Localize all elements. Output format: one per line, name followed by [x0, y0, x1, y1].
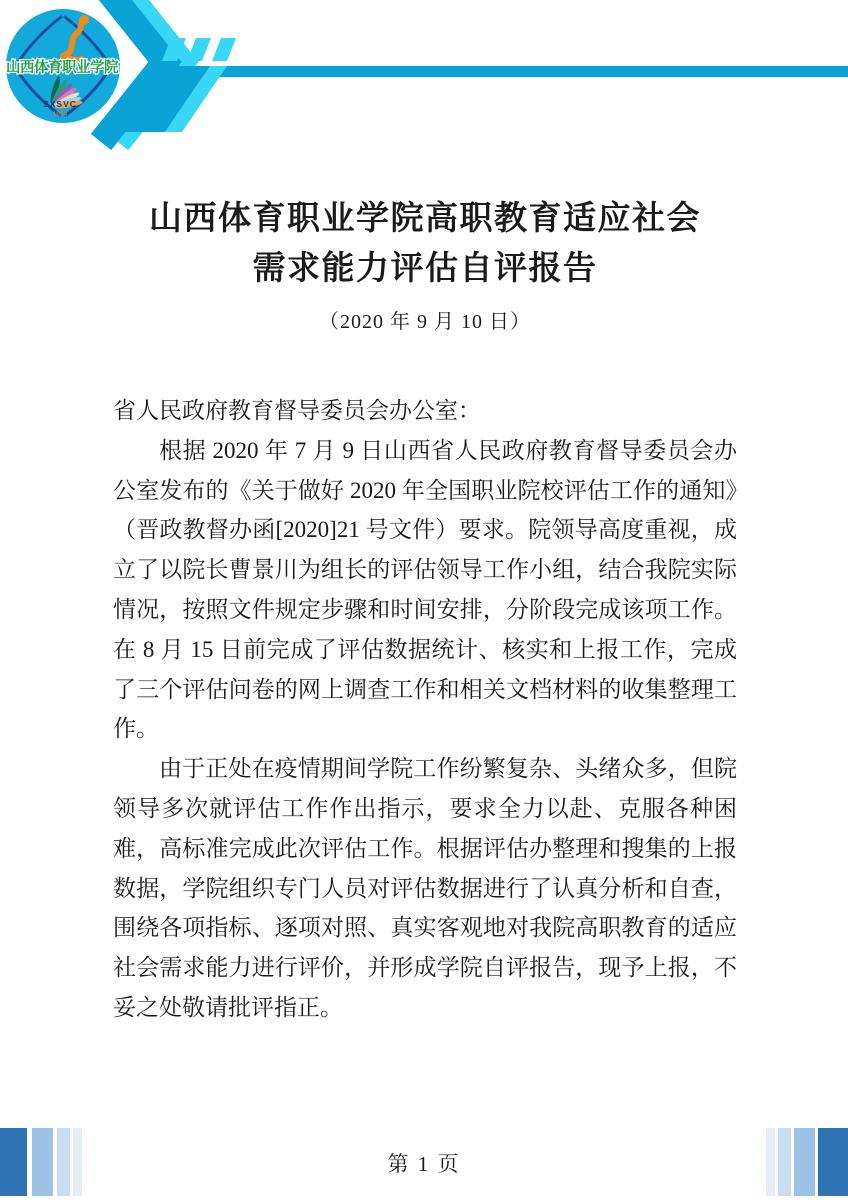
page-title-line-1: 山西体育职业学院高职教育适应社会 [149, 201, 701, 237]
logo-abbreviation: SXSVC [43, 99, 77, 109]
footer-bar [778, 1128, 791, 1196]
header-stripe [187, 38, 211, 61]
document-content [113, 194, 737, 1028]
report-date: （2020 年 9 月 10 日） [319, 311, 531, 333]
school-logo [6, 9, 120, 123]
report-body [113, 391, 737, 1028]
logo-year: 1954 [52, 111, 68, 118]
salutation: 省人民政府教育督导委员会办公室： [113, 398, 481, 423]
footer-bar [818, 1128, 848, 1196]
footer-bar [766, 1128, 775, 1196]
header-stripe [212, 38, 236, 61]
header-rule-bar [157, 66, 848, 77]
page-number: 第 1 页 [387, 1152, 461, 1176]
paragraph: 根据 2020 年 7 月 9 日山西省人民政府教育督导委员会办公室发布的《关于做好 2020 年全国职业院校评估工作的通知》（晋政教督办函[2020]21 号文件）要求。院领导高度重视，成立了以院长曹景川为组长的评估领导工作小组，结合我院实际情况，按照文件规定步骤和时间安排，分阶段完成该项工作。在 8 月 15 日前完成了评估数据统计、核实和上报工作，完成了三个评估问卷的网上调查工作和相关文档材料的收集整理工作。 [113, 437, 737, 742]
header-decoration [0, 0, 848, 175]
page-title-line-2: 需求能力评估自评报告 [252, 251, 598, 287]
logo-school-name: 山西体育职业学院 [6, 60, 118, 76]
paragraph: 由于正处在疫情期间学院工作纷繁复杂、头绪众多，但院领导多次就评估工作作出指示，要求全力以赴、克服各种困难，高标准完成此次评估工作。根据评估办整理和搜集的上报数据，学院组织专门人员对评估数据进行了认真分析和自查，围绕各项指标、逐项对照、真实客观地对我院高职教育的适应社会需求能力进行评价，并形成学院自评报告，现予上报，不妥之处敬请批评指正。 [113, 756, 737, 1020]
footer-bar [794, 1128, 815, 1196]
